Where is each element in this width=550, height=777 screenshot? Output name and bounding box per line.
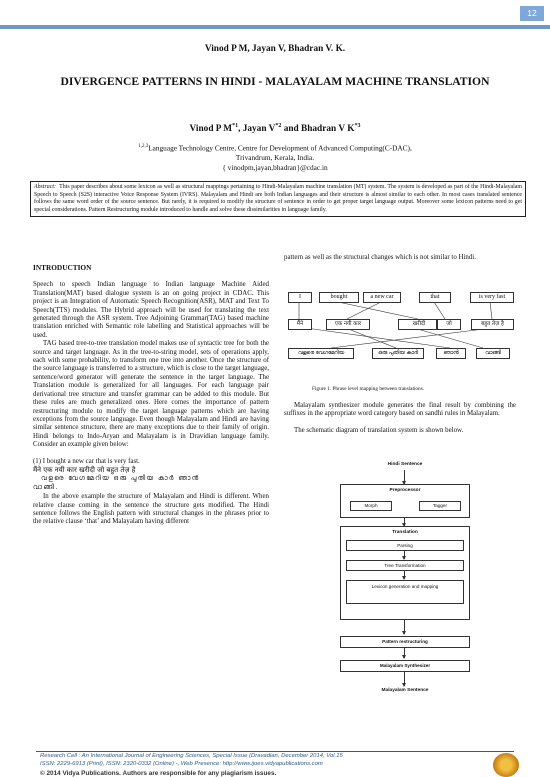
diagram-malayalam-sentence: Malayalam Sentence (381, 688, 429, 693)
example-sentence: (1) I bought a new car that is very fast. (33, 457, 140, 465)
tree-transformation-box: Tree Transformation (346, 560, 464, 571)
parsing-box: Parsing (346, 540, 464, 551)
running-head: Vinod P M, Jayan V, Bhadran V. K. (204, 44, 346, 54)
abstract-text: This paper describes about some lexicon as well as structural mappings pertaining to Hindi-Malayalam machine translation (MT) system. The system is developed as part of the Hindi-Malayalam Speech to Speech (S2S) interactive Voice Response System (IVRS). Malayalam and Hindi are both Indian languages and their structure is almost similar to each other. In most cases translated sentence follows the same word order of the source sentence. But rarely, it is required to modify the structure of sentence in order to get proper target language output. Moreover some lexicon patterns need to get special considerations. Pattern Restructuring module introduced to handle and solve these dissimilarities in language family. (34, 184, 522, 213)
diagram-hindi-sentence: Hindi Sentence (387, 462, 423, 467)
author-3-mark: *3 (354, 123, 361, 129)
hi-phrase-2: एक नयी कार (326, 319, 370, 330)
pattern-restructuring-box: Pattern restructuring (340, 636, 470, 648)
affiliation-mark: 1,2,3 (138, 144, 149, 149)
intro-paragraph-1: Speech to speech Indian language to Indian language Machine Aided Translation(MAT) based dialogue system is an on going project in CDAC. This project is an Integration of Automatic Speech Recognition(ASR), MAT and Text To Speech(TTS) modules. The Hybrid approach will be used for translating the text generated through the ASR system. Tree Adjoining Grammar(TAG) based machine translation enriched with Semantic role labelling and Statistical approaches will be used. (33, 281, 269, 339)
intro-paragraph-2: TAG based tree-to-tree translation model makes use of syntactic tree for both the source and target language. As in the tree-to-string model, sets of operations apply, each with some probability, to transform one tree into another. Once the structure of the source language is transferred to a structure, which is close to the target language, sentence/word generator will generate the sentence in the target language. The Translation module is generalized for all languages. For each language pair derivational tree structure and transfer grammar can be added to this module. But these rules are much generalized ones. Here comes the importance of pattern restructuring module to modify the target language patterns which are having exceptions from the source language. Even though Malayalam and Hindi are having similar sentence structure, there are many exceptions due to their family of origin. Hindi belongs to Indo-Aryan and Malayalam is in Dravidian language family. Consider an example given below: (33, 340, 269, 449)
en-phrase-1: I (288, 292, 312, 303)
malayalam-synthesizer-box: Malayalam Synthesizer (340, 660, 470, 672)
footer-journal: Research Cell : An International Journal of Engineering Sciences, Special Issue (Dravadian, December 2014, Vol.15 (40, 753, 343, 759)
synth-paragraph (284, 402, 516, 435)
synth-text: Malayalam synthesizer module generates the final result by combining the suffixes in the appropriate word category based on sandhi rules in Malayalam. (284, 402, 516, 418)
tagger-box: Tagger (419, 501, 461, 511)
author-line: Vinod P $M^{*1}$, Jayan $V^{*2}$ and Bhadran V $K^{*3}$ (189, 123, 361, 135)
translation-label: Translation (392, 530, 418, 535)
paper-title: DIVERGENCE PATTERNS IN HINDI - MALAYALAM MACHINE TRANSLATION (60, 75, 490, 88)
hi-phrase-1: मैंने (288, 319, 312, 330)
en-phrase-5: is very fast (470, 292, 514, 303)
en-phrase-3: a new car (363, 292, 401, 303)
author-1-mark: *1 (232, 123, 239, 129)
author-2: Jayan V (242, 124, 276, 135)
right-column-top: pattern as well as the structural changes which is not similar to Hindi. (284, 254, 476, 261)
example-hindi: मैंने एक नयी कार खरीदी जो बहुत तेज़ है (33, 465, 136, 474)
hi-phrase-3: खरीदी (398, 319, 440, 330)
en-phrase-4: that (419, 292, 451, 303)
affiliation-line-2: Trivandrum, Kerala, India. (235, 153, 315, 163)
affiliation-line-1: Language Technology Centre, Centre for Development of Advanced Computing(C-DAC), (148, 143, 412, 153)
ml-phrase-4: വാങ്ങി (476, 348, 510, 359)
left-column (33, 264, 269, 527)
translation-box (340, 526, 470, 620)
publisher-seal-logo (493, 753, 519, 777)
abstract-box (30, 181, 526, 217)
schematic-intro: The schematic diagram of translation system is shown below. (294, 426, 464, 434)
phrase-mapping-figure (286, 290, 518, 370)
author-and: and (283, 124, 299, 135)
preprocessor-label: Preprocessor (389, 488, 421, 493)
header-rule (0, 25, 550, 29)
ml-phrase-2: ഒരു പുതിയ കാർ (372, 348, 424, 359)
ml-phrase-1: വളരെ വേഗമേറിയ (288, 348, 354, 359)
hi-phrase-5: बहुत तेज़ है (471, 319, 514, 330)
page-number: 12 (520, 6, 544, 21)
en-phrase-2: bought (319, 292, 359, 303)
footer-rule (36, 751, 514, 752)
author-1: Vinod P M (189, 124, 233, 135)
ml-phrase-3: ഞാൻ (436, 348, 466, 359)
abstract-label: Abstract: (34, 184, 56, 190)
intro-paragraph-3: In the above example the structure of Malayalam and Hindi is different. When relative clause coming in the sentence the structure gets modified. The Hindi sentence follows the English pattern with structural changes in the phrases prior to the relative clause ‘that’ and Malayalam having different (33, 493, 269, 526)
lexicon-box: Lexicon generation and mapping (346, 580, 464, 604)
hi-phrase-4: जो (437, 319, 461, 330)
morph-box: Morph (350, 501, 392, 511)
example-malayalam-1: വളരെ വേഗമേറിയ ഒരു പുതിയ കാർ ഞാൻ (41, 474, 200, 483)
author-2-mark: *2 (275, 123, 282, 129)
introduction-heading: INTRODUCTION (33, 263, 92, 272)
figure-1-caption: Figure 1. Phrase level mapping between translations. (312, 386, 425, 392)
preprocessor-box (340, 484, 470, 518)
footer-issn: ISSN: 2229-6913 (Print), ISSN: 2320-0332 (Online) -, Web Presence: http://www.ijoes.vidyapublications.com (40, 761, 323, 767)
example-malayalam-2: വാങ്ങി. (33, 482, 59, 491)
affiliation (40, 142, 510, 173)
schematic-diagram (330, 462, 480, 717)
footer-copyright: © 2014 Vidya Publications. Authors are responsible for any plagiarism issues. (40, 770, 277, 777)
affiliation-emails: { vinodpm,jayan,bhadran}@cdac.in (222, 163, 328, 173)
author-3: Bhadran V K (301, 124, 355, 135)
